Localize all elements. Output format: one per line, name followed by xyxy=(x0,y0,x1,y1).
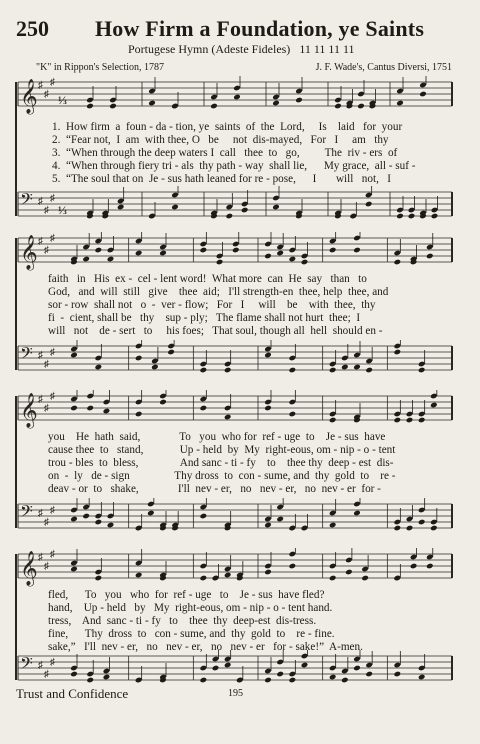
sharp-icon: ♯ xyxy=(50,193,55,204)
hymn-title: How Firm a Foundation, ye Saints xyxy=(95,16,425,41)
sharp-icon: ♯ xyxy=(38,660,43,671)
note-head xyxy=(109,103,117,110)
sharp-icon: ♯ xyxy=(44,403,49,414)
note-head xyxy=(135,250,143,257)
lyric-line xyxy=(52,160,446,173)
meter: 11 11 11 11 xyxy=(299,42,355,56)
bass-clef-icon: 𝄢 xyxy=(20,189,33,213)
note-head xyxy=(295,97,303,104)
note-head xyxy=(396,100,404,107)
sharp-icon: ♯ xyxy=(38,236,43,247)
lyric-line xyxy=(48,628,446,641)
note-head xyxy=(394,417,402,424)
note-head xyxy=(394,349,402,356)
sharp-icon: ♯ xyxy=(50,77,55,88)
note-head xyxy=(95,364,103,371)
lyric-line xyxy=(48,589,446,602)
note-head xyxy=(408,213,416,220)
note-head xyxy=(418,674,426,681)
hymn-number: 250 xyxy=(16,16,49,41)
note-head xyxy=(135,355,143,362)
note-head xyxy=(301,259,309,266)
note-head xyxy=(353,510,361,517)
sharp-icon: ♯ xyxy=(38,196,43,207)
lyric-line xyxy=(48,470,446,483)
note-head xyxy=(117,204,125,211)
note-head xyxy=(95,519,103,526)
lyric-text: faith in His ex - cel - lent word! What more can He say than to xyxy=(48,273,367,285)
note-head xyxy=(226,213,234,220)
note-head xyxy=(394,525,402,532)
note-head xyxy=(107,256,115,263)
tune-line xyxy=(128,42,355,57)
bass-clef-icon: 𝄢 xyxy=(20,501,33,525)
sharp-icon: ♯ xyxy=(38,350,43,361)
words-credit: "K" in Rippon's Selection, 1787 xyxy=(36,62,165,73)
note-head xyxy=(147,510,155,517)
lyric-line xyxy=(48,615,446,628)
note-head xyxy=(233,94,241,101)
category-label: Trust and Confidence xyxy=(16,686,129,701)
lyric-text: God, and will still give thee aid; I'll strength-en thee, help thee, and xyxy=(48,286,389,298)
note-head xyxy=(216,259,224,266)
lyric-text: trou - bles to bless, And sanc - ti - fy to thee thy deep - est dis- xyxy=(48,457,394,469)
note-head xyxy=(396,213,404,220)
lyric-text: deav - or to shake, I'll nev - er, no nev - er, no nev - er for - xyxy=(48,483,381,495)
lyric-line xyxy=(48,286,446,299)
note-head xyxy=(406,525,414,532)
bass-staff xyxy=(0,340,480,380)
tune-name: Portugese Hymn (Adeste Fideles) xyxy=(128,42,291,56)
note-head xyxy=(289,256,297,263)
note-head xyxy=(301,662,309,669)
note-head xyxy=(70,566,78,573)
lyric-line xyxy=(48,431,446,444)
lyric-text: sor - row shall not o - ver - flow; For I will be with thee, thy xyxy=(48,299,376,311)
verse-number: 4. xyxy=(52,160,61,172)
note-head xyxy=(289,677,297,684)
lyric-text: “Fear not, I am with thee, O be not dis-mayed, For I am thy xyxy=(66,134,389,146)
note-head xyxy=(135,572,143,579)
lyric-text: “The soul that on Je - sus hath leaned for re - pose, I will not, I xyxy=(66,173,391,185)
note-head xyxy=(82,513,90,520)
note-head xyxy=(264,352,272,359)
note-head xyxy=(264,405,272,412)
note-head xyxy=(159,250,167,257)
lyric-text: you He hath said, To you who for ref - uge to Je - sus have xyxy=(48,431,386,443)
note-head xyxy=(289,367,297,374)
note-head xyxy=(264,677,272,684)
treble-clef-icon: 𝄞 xyxy=(20,551,38,586)
bass-staff xyxy=(0,186,480,226)
verse-number: 1. xyxy=(52,121,61,133)
lyric-text: tress, And sanc - ti - fy to thee thy deep-est dis-tress. xyxy=(48,615,317,627)
lyric-line xyxy=(48,273,446,286)
treble-clef-icon: 𝄞 xyxy=(20,79,38,114)
bass-staff xyxy=(0,650,480,690)
note-head xyxy=(200,575,208,582)
treble-clef-icon: 𝄞 xyxy=(20,393,38,428)
time-signature-icon: ⅓ xyxy=(58,93,67,107)
lyric-text: cause thee to stand, Up - held by My right-eous, om - nip - o - tent xyxy=(48,444,396,456)
note-head xyxy=(276,516,284,523)
sharp-icon: ♯ xyxy=(44,359,49,370)
page-number: 195 xyxy=(228,688,243,699)
sharp-icon: ♯ xyxy=(50,347,55,358)
sharp-icon: ♯ xyxy=(44,561,49,572)
note-head xyxy=(365,201,373,208)
lyric-text: fi - cient, shall be thy sup - ply; The flame shall not hurt thee; I xyxy=(48,312,361,324)
lyric-line xyxy=(52,147,446,160)
note-head xyxy=(82,256,90,263)
note-head xyxy=(86,103,94,110)
note-head xyxy=(329,674,337,681)
lyric-line xyxy=(52,121,446,134)
sharp-icon: ♯ xyxy=(38,508,43,519)
note-head xyxy=(86,405,94,412)
note-head xyxy=(95,575,103,582)
note-head xyxy=(430,525,438,532)
lyric-line xyxy=(48,602,446,615)
note-head xyxy=(70,352,78,359)
lyric-text: hand, Up - held by My right-eous, om - nip - o - tent hand. xyxy=(48,602,333,614)
note-head xyxy=(341,364,349,371)
note-head xyxy=(365,367,373,374)
note-head xyxy=(276,671,284,678)
note-head xyxy=(329,575,337,582)
note-head xyxy=(276,250,284,257)
note-head xyxy=(200,405,208,412)
verse-number: 3. xyxy=(52,147,61,159)
sharp-icon: ♯ xyxy=(44,205,49,216)
note-head xyxy=(334,103,342,110)
note-head xyxy=(224,572,232,579)
lyric-line xyxy=(48,444,446,457)
verse-number: 5. xyxy=(52,173,61,185)
bass-staff xyxy=(0,498,480,538)
lyric-text: fine, Thy dross to con - sume, and thy gold to re - fine. xyxy=(48,628,335,640)
sharp-icon: ♯ xyxy=(50,505,55,516)
note-head xyxy=(426,563,434,570)
note-head xyxy=(232,247,240,254)
lyric-line xyxy=(52,173,446,186)
note-head xyxy=(418,519,426,526)
sharp-icon: ♯ xyxy=(38,394,43,405)
note-head xyxy=(394,671,402,678)
note-head xyxy=(70,671,78,678)
note-head xyxy=(103,408,111,415)
note-head xyxy=(419,91,427,98)
note-head xyxy=(329,417,337,424)
lyric-text: sake,” I'll nev - er, no nev - er, no nev - er for - sake!” A-men. xyxy=(48,641,363,653)
lyric-text: will not de - sert to his foes; That soul, though all hell should en - xyxy=(48,325,383,337)
note-head xyxy=(264,253,272,260)
note-head xyxy=(224,662,232,669)
lyric-line xyxy=(52,134,446,147)
note-head xyxy=(353,364,361,371)
note-head xyxy=(200,367,208,374)
note-head xyxy=(103,674,111,681)
note-head xyxy=(272,100,280,107)
treble-staff xyxy=(0,548,480,588)
note-head xyxy=(431,213,439,220)
note-head xyxy=(365,671,373,678)
note-head xyxy=(394,259,402,266)
note-head xyxy=(95,247,103,254)
note-head xyxy=(426,253,434,260)
note-head xyxy=(151,364,159,371)
note-head xyxy=(430,402,438,409)
note-head xyxy=(289,411,297,418)
note-head xyxy=(200,247,208,254)
sharp-icon: ♯ xyxy=(44,89,49,100)
lyric-text: on - ly de - sign Thy dross to con - sume, and thy gold to re - xyxy=(48,470,396,482)
sharp-icon: ♯ xyxy=(44,517,49,528)
note-head xyxy=(167,349,175,356)
lyric-text: “When through the deep waters I call thee to go, The riv - ers of xyxy=(66,147,398,159)
music-credit: J. F. Wade's, Cantus Diversi, 1751 xyxy=(315,62,452,73)
bass-clef-icon: 𝄢 xyxy=(20,653,33,677)
note-head xyxy=(241,207,249,214)
treble-staff xyxy=(0,76,480,116)
time-signature-icon: ⅓ xyxy=(58,203,67,217)
note-head xyxy=(210,103,218,110)
note-head xyxy=(224,367,232,374)
note-head xyxy=(410,563,418,570)
verse-number: 2. xyxy=(52,134,61,146)
note-head xyxy=(86,677,94,684)
sharp-icon: ♯ xyxy=(38,552,43,563)
note-head xyxy=(345,569,353,576)
note-head xyxy=(329,522,337,529)
lyrics-block xyxy=(48,589,446,654)
lyric-line xyxy=(48,483,446,496)
lyrics-block xyxy=(48,273,446,338)
lyrics-block xyxy=(52,121,446,186)
treble-staff xyxy=(0,390,480,430)
lyrics-block xyxy=(48,431,446,496)
note-head xyxy=(200,677,208,684)
bass-clef-icon: 𝄢 xyxy=(20,343,33,367)
note-head xyxy=(159,399,167,406)
note-head xyxy=(357,103,365,110)
note-head xyxy=(107,522,115,529)
treble-staff xyxy=(0,232,480,272)
sharp-icon: ♯ xyxy=(44,245,49,256)
lyric-text: How firm a foun - da - tion, ye saints of the Lord, Is laid for your xyxy=(66,121,403,133)
note-head xyxy=(353,247,361,254)
note-head xyxy=(70,405,78,412)
note-head xyxy=(264,522,272,529)
lyric-line xyxy=(48,457,446,470)
note-head xyxy=(418,367,426,374)
lyric-text: “When through fiery tri - als thy path - way shall lie, My grace, all - suf - xyxy=(66,160,416,172)
note-head xyxy=(70,516,78,523)
note-head xyxy=(272,204,280,211)
note-head xyxy=(329,247,337,254)
sharp-icon: ♯ xyxy=(50,549,55,560)
note-head xyxy=(224,414,232,421)
note-head xyxy=(289,563,297,570)
lyric-line xyxy=(48,299,446,312)
sharp-icon: ♯ xyxy=(38,80,43,91)
sharp-icon: ♯ xyxy=(50,391,55,402)
lyric-line xyxy=(48,325,446,338)
note-head xyxy=(341,677,349,684)
treble-clef-icon: 𝄞 xyxy=(20,235,38,270)
note-head xyxy=(148,100,156,107)
note-head xyxy=(200,513,208,520)
note-head xyxy=(171,204,179,211)
note-head xyxy=(361,575,369,582)
note-head xyxy=(406,417,414,424)
note-head xyxy=(212,665,220,672)
sharp-icon: ♯ xyxy=(50,233,55,244)
note-head xyxy=(135,411,143,418)
note-head xyxy=(353,665,361,672)
sharp-icon: ♯ xyxy=(44,669,49,680)
note-head xyxy=(418,417,426,424)
note-head xyxy=(264,569,272,576)
note-head xyxy=(329,367,337,374)
lyric-text: fled, To you who for ref - uge to Je - sus have fled? xyxy=(48,589,325,601)
sharp-icon: ♯ xyxy=(50,657,55,668)
lyric-line xyxy=(48,312,446,325)
